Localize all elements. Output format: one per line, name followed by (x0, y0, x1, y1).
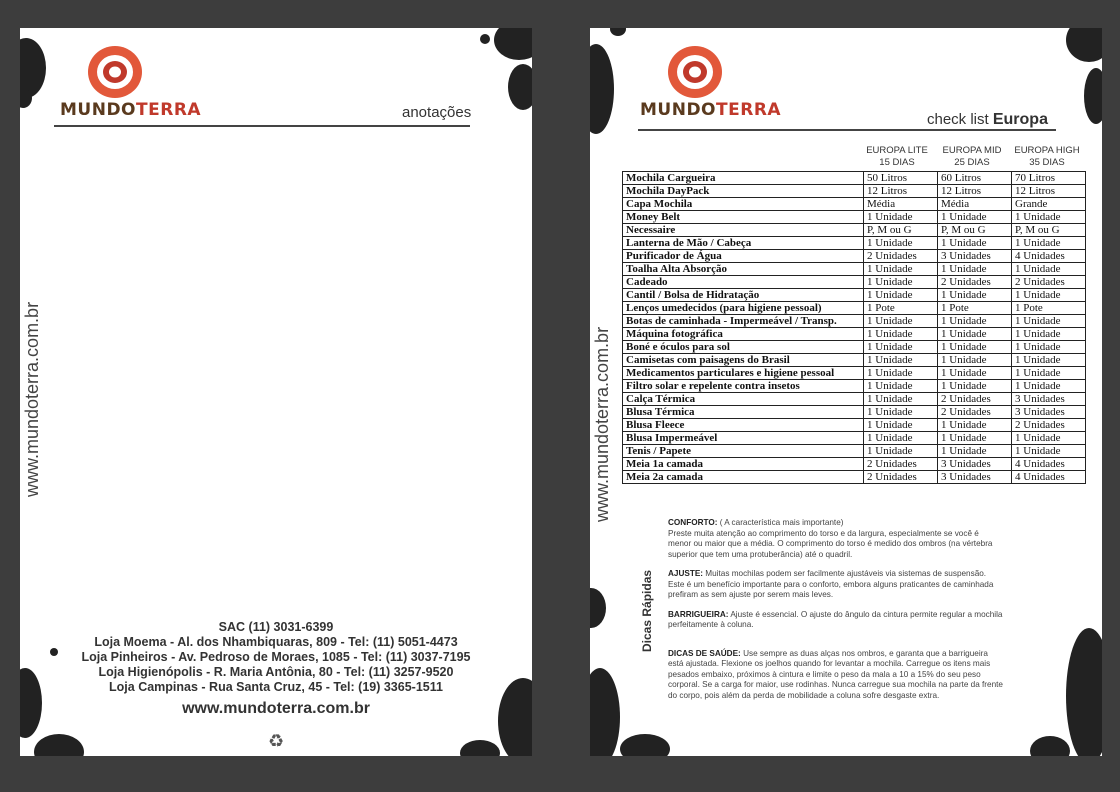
item-quantity: 70 Litros (1012, 172, 1086, 185)
item-quantity: 4 Unidades (1012, 471, 1086, 484)
item-quantity: 1 Unidade (864, 367, 938, 380)
mundoterra-logo (666, 44, 724, 105)
item-quantity: 1 Unidade (938, 315, 1012, 328)
item-name: Lenços umedecidos (para higiene pessoal) (623, 302, 864, 315)
item-name: Cantil / Bolsa de Hidratação (623, 289, 864, 302)
item-quantity: 2 Unidades (938, 276, 1012, 289)
store-line: Loja Moema - Al. dos Nhambiquaras, 809 - Tel: (11) 5051-4473 (94, 635, 458, 649)
brand-name: MUNDOTERRA (60, 100, 202, 120)
checklist-row (623, 185, 1086, 198)
checklist-row (623, 432, 1086, 445)
tip-saude: DICAS DE SAÚDE: Use sempre as duas alças nos ombros, e garanta que a barrigueira está ajustada. Flexione os joelhos quando for levantar a mochila. Carregue os itens mais pesados embaixo, próximos à cintura e limite o peso da mala a 10 a 15% do seu peso corporal. Se a carga for maior, use rodinhas. Nunca carregue sua mochila na parte da frente do corpo, pois além da perda de mobilidade a coluna sofre desgaste extra. (668, 648, 1003, 700)
website-url: www.mundoterra.com.br (182, 700, 370, 717)
item-quantity: 1 Unidade (1012, 354, 1086, 367)
checklist-row (623, 237, 1086, 250)
item-quantity: 1 Pote (938, 302, 1012, 315)
tip-ajuste: AJUSTE: Muitas mochilas podem ser facilmente ajustáveis via sistemas de suspensão. Este é um benefício importante para o conforto, embora alguns praticantes de caminhada prefiram as sem ajuste por serem mais leves. (668, 569, 994, 599)
item-quantity: Média (864, 198, 938, 211)
ink-splatter (1066, 28, 1102, 62)
checklist-row (623, 172, 1086, 185)
tip-conforto: CONFORTO: ( A característica mais importante) Preste muita atenção ao comprimento do torso e da largura, especialmente se você é menor ou maior que a média. O comprimento do torso é medido dos ombros (na vértebra superior que tem uma protuberância) até o quadril. (668, 518, 993, 559)
item-quantity: 3 Unidades (1012, 406, 1086, 419)
item-name: Blusa Impermeável (623, 432, 864, 445)
item-quantity: 1 Unidade (1012, 237, 1086, 250)
item-quantity: 1 Unidade (864, 393, 938, 406)
item-quantity: 3 Unidades (1012, 393, 1086, 406)
checklist-row (623, 393, 1086, 406)
item-quantity: 3 Unidades (938, 458, 1012, 471)
ink-splatter (34, 734, 84, 756)
item-name: Purificador de Água (623, 250, 864, 263)
checklist-table (622, 171, 1086, 484)
side-url: www.mundoterra.com.br (592, 326, 612, 522)
checklist-row (623, 198, 1086, 211)
item-quantity: 3 Unidades (938, 471, 1012, 484)
item-quantity: P, M ou G (1012, 224, 1086, 237)
item-quantity: 50 Litros (864, 172, 938, 185)
item-quantity: 1 Unidade (1012, 289, 1086, 302)
column-header: EUROPA MID 25 DIAS (942, 145, 1002, 168)
checklist-row (623, 419, 1086, 432)
checklist-row (623, 302, 1086, 315)
item-name: Money Belt (623, 211, 864, 224)
item-name: Tenis / Papete (623, 445, 864, 458)
ink-splatter (508, 64, 532, 110)
item-quantity: 1 Unidade (1012, 315, 1086, 328)
ink-splatter (1030, 736, 1070, 756)
item-name: Lanterna de Mão / Cabeça (623, 237, 864, 250)
item-quantity: 1 Pote (1012, 302, 1086, 315)
item-name: Necessaire (623, 224, 864, 237)
item-quantity: 3 Unidades (938, 250, 1012, 263)
item-quantity: 2 Unidades (864, 250, 938, 263)
ink-splatter (460, 740, 500, 756)
item-quantity: 1 Unidade (864, 315, 938, 328)
notes-page (20, 28, 532, 756)
item-quantity: 1 Unidade (1012, 432, 1086, 445)
checklist-row (623, 458, 1086, 471)
item-name: Blusa Térmica (623, 406, 864, 419)
item-name: Capa Mochila (623, 198, 864, 211)
ink-splatter (494, 28, 532, 60)
item-quantity: 2 Unidades (938, 393, 1012, 406)
item-quantity: 1 Unidade (1012, 367, 1086, 380)
checklist-row (623, 276, 1086, 289)
item-quantity: 2 Unidades (864, 471, 938, 484)
item-quantity: 2 Unidades (1012, 276, 1086, 289)
page-title: anotações (402, 104, 472, 121)
ink-splatter (590, 44, 614, 134)
item-quantity: 1 Unidade (938, 367, 1012, 380)
item-quantity: 1 Unidade (1012, 341, 1086, 354)
quick-tips (668, 518, 1004, 710)
item-name: Mochila Cargueira (623, 172, 864, 185)
item-name: Toalha Alta Absorção (623, 263, 864, 276)
item-quantity: Grande (1012, 198, 1086, 211)
contact-block (20, 620, 532, 695)
ink-splatter (620, 734, 670, 756)
item-quantity: 1 Unidade (864, 380, 938, 393)
recycle-icon: ♻ (268, 731, 285, 751)
checklist-row (623, 445, 1086, 458)
checklist-row (623, 224, 1086, 237)
item-name: Mochila DayPack (623, 185, 864, 198)
item-quantity: 12 Litros (938, 185, 1012, 198)
checklist-row (623, 263, 1086, 276)
item-quantity: 4 Unidades (1012, 250, 1086, 263)
item-name: Medicamentos particulares e higiene pessoal (623, 367, 864, 380)
sac-phone: SAC (11) 3031-6399 (218, 620, 334, 634)
store-line: Loja Campinas - Rua Santa Cruz, 45 - Tel: (19) 3365-1511 (109, 680, 443, 694)
item-quantity: 1 Unidade (864, 341, 938, 354)
item-quantity: 4 Unidades (1012, 458, 1086, 471)
ink-splatter (20, 88, 32, 108)
item-quantity: 1 Unidade (938, 354, 1012, 367)
checklist-title: check list Europa (927, 111, 1048, 128)
item-quantity: 1 Unidade (938, 380, 1012, 393)
checklist-page (590, 28, 1102, 756)
item-name: Meia 1a camada (623, 458, 864, 471)
checklist-row (623, 328, 1086, 341)
item-quantity: 1 Unidade (1012, 445, 1086, 458)
ink-splatter (1084, 68, 1102, 124)
item-name: Cadeado (623, 276, 864, 289)
item-quantity: 1 Unidade (938, 341, 1012, 354)
item-name: Filtro solar e repelente contra insetos (623, 380, 864, 393)
item-name: Boné e óculos para sol (623, 341, 864, 354)
item-quantity: 1 Unidade (864, 237, 938, 250)
checklist-row (623, 315, 1086, 328)
checklist-row (623, 289, 1086, 302)
checklist-row (623, 367, 1086, 380)
item-quantity: 1 Unidade (938, 328, 1012, 341)
checklist-row (623, 354, 1086, 367)
item-name: Calça Térmica (623, 393, 864, 406)
tip-barrigueira: BARRIGUEIRA: Ajuste é essencial. O ajuste do ângulo da cintura permite regular a mochila perfeitamente à coluna. (668, 609, 1003, 629)
column-header: EUROPA HIGH 35 DIAS (1014, 145, 1080, 168)
item-quantity: 1 Unidade (1012, 211, 1086, 224)
item-quantity: 1 Unidade (1012, 380, 1086, 393)
item-name: Blusa Fleece (623, 419, 864, 432)
item-quantity: 1 Unidade (864, 406, 938, 419)
store-line: Loja Pinheiros - Av. Pedroso de Moraes, 1085 - Tel: (11) 3037-7195 (81, 650, 471, 664)
item-quantity: 2 Unidades (938, 406, 1012, 419)
item-quantity: 1 Unidade (938, 445, 1012, 458)
ink-splatter (610, 28, 626, 36)
checklist-row (623, 341, 1086, 354)
store-line: Loja Higienópolis - R. Maria Antônia, 80 - Tel: (11) 3257-9520 (98, 665, 454, 679)
item-quantity: 1 Unidade (938, 211, 1012, 224)
item-quantity: 1 Unidade (938, 289, 1012, 302)
item-quantity: Média (938, 198, 1012, 211)
item-name: Camisetas com paisagens do Brasil (623, 354, 864, 367)
item-quantity: 1 Unidade (864, 211, 938, 224)
item-quantity: 1 Unidade (864, 276, 938, 289)
item-quantity: 1 Unidade (864, 354, 938, 367)
checklist-row (623, 211, 1086, 224)
item-quantity: 2 Unidades (1012, 419, 1086, 432)
item-quantity: 1 Unidade (864, 432, 938, 445)
item-quantity: 1 Unidade (1012, 328, 1086, 341)
item-quantity: 1 Unidade (864, 419, 938, 432)
item-quantity: 1 Unidade (864, 263, 938, 276)
checklist-row (623, 380, 1086, 393)
header-divider (54, 125, 470, 127)
checklist-row (623, 471, 1086, 484)
item-quantity: 1 Unidade (864, 445, 938, 458)
brand-name: MUNDOTERRA (640, 100, 782, 120)
item-name: Máquina fotográfica (623, 328, 864, 341)
ink-splatter (480, 34, 490, 44)
item-quantity: 1 Unidade (938, 237, 1012, 250)
item-quantity: 1 Unidade (864, 328, 938, 341)
ink-splatter (590, 668, 620, 756)
item-quantity: P, M ou G (938, 224, 1012, 237)
item-quantity: 12 Litros (864, 185, 938, 198)
side-url: www.mundoterra.com.br (22, 301, 42, 497)
item-quantity: P, M ou G (864, 224, 938, 237)
ink-splatter (590, 588, 606, 628)
item-quantity: 1 Unidade (938, 419, 1012, 432)
item-name: Botas de caminhada - Impermeável / Transp. (623, 315, 864, 328)
item-quantity: 60 Litros (938, 172, 1012, 185)
header-divider (638, 129, 1056, 131)
item-quantity: 12 Litros (1012, 185, 1086, 198)
mundoterra-logo (86, 44, 144, 105)
item-quantity: 1 Unidade (938, 263, 1012, 276)
item-quantity: 1 Pote (864, 302, 938, 315)
checklist-row (623, 250, 1086, 263)
item-quantity: 1 Unidade (864, 289, 938, 302)
item-quantity: 2 Unidades (864, 458, 938, 471)
checklist-row (623, 406, 1086, 419)
item-quantity: 1 Unidade (1012, 263, 1086, 276)
ink-splatter (1066, 628, 1102, 756)
column-header: EUROPA LITE 15 DIAS (866, 145, 928, 168)
quick-tips-label: Dicas Rápidas (640, 569, 654, 652)
item-name: Meia 2a camada (623, 471, 864, 484)
item-quantity: 1 Unidade (938, 432, 1012, 445)
